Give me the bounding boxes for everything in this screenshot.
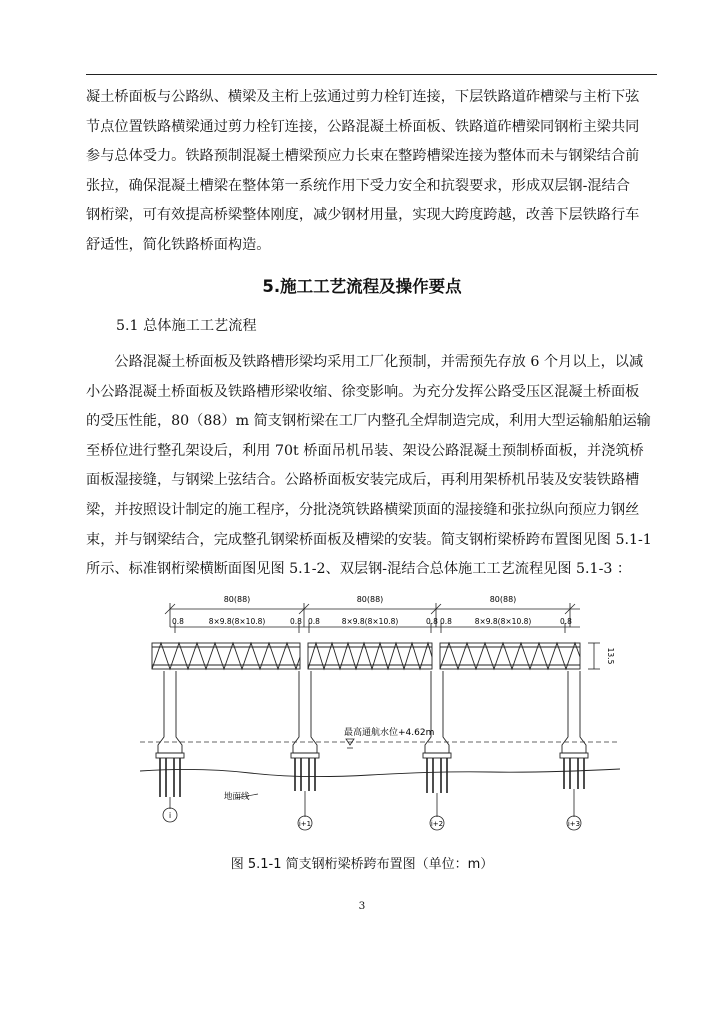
- span-label: 80(88): [356, 595, 384, 604]
- water-level-label: 最高通航水位+4.62m: [344, 728, 435, 738]
- figure-caption: 图 5.1-1 简支钢桁梁桥跨布置图（单位：m）: [230, 857, 494, 872]
- text-line: 至桥位进行整孔架设后，利用 70t 桥面吊机吊装、架设公路混凝土预制桥面板，并浇筑桥: [86, 442, 644, 459]
- gap-label: 0.8: [290, 617, 302, 626]
- text-line: 小公路混凝土桥面板及铁路槽形梁收缩、徐变影响。为充分发挥公路受压区混凝土桥面板: [86, 383, 640, 400]
- height-label: 13.5: [606, 647, 615, 665]
- header-rule: [86, 74, 657, 75]
- text-line: 面板湿接缝，与钢梁上弦结合。公路桥面板安装完成后，再利用架桥机吊装及安装铁路槽: [86, 472, 640, 489]
- panel-label: 8×9.8(8×10.8): [208, 617, 266, 626]
- panel-label: 8×9.8(8×10.8): [341, 617, 399, 626]
- bridge-span-layout-figure: [140, 587, 620, 835]
- span-label: 80(88): [223, 595, 251, 604]
- text-line: 钢桁梁，可有效提高桥梁整体刚度，减少钢材用量，实现大跨度跨越，改善下层铁路行车: [86, 207, 640, 224]
- text-line: 梁，并按照设计制定的施工程序，分批浇筑铁路横梁顶面的湿接缝和张拉纵向预应力钢丝: [86, 501, 640, 518]
- gap-label: 0.8: [560, 617, 572, 626]
- gap-label: 0.8: [172, 617, 184, 626]
- pier-label: i+3: [567, 820, 581, 828]
- text-line: 节点位置铁路横梁通过剪力栓钉连接，公路混凝土桥面板、铁路道砟槽梁同钢桁主梁共同: [86, 118, 640, 135]
- page-number: 3: [358, 900, 366, 912]
- text-line: 张拉，确保混凝土槽梁在整体第一系统作用下受力安全和抗裂要求，形成双层钢-混结合: [86, 177, 630, 194]
- text-line: 所示、标准钢桁梁横断面图见图 5.1-2、双层钢-混结合总体施工工艺流程见图 5.1-3 ：: [86, 561, 632, 578]
- ground-line-label: 地面线: [224, 792, 250, 802]
- panel-label: 8×9.8(8×10.8): [474, 617, 532, 626]
- text-line: 舒适性，简化铁路桥面构造。: [86, 236, 271, 253]
- paragraph-1: [86, 83, 657, 261]
- paragraph-2: [86, 348, 657, 585]
- span-label: 80(88): [489, 595, 517, 604]
- text-line: 公路混凝土桥面板及铁路槽形梁均采用工厂化预制，并需预先存放 6 个月以上，以减: [86, 354, 644, 370]
- text-line: 束，并与钢梁结合，完成整孔钢梁桥面板及槽梁的安装。简支钢桁梁桥跨布置图见图 5.1-1: [86, 531, 652, 548]
- section-heading: 5.施工工艺流程及操作要点: [262, 277, 462, 296]
- text-line: 的受压性能，80（88）m 简支钢桁梁在工厂内整孔全焊制造完成，利用大型运输船舶运输: [86, 413, 651, 430]
- text-line: 凝土桥面板与公路纵、横梁及主桁上弦通过剪力栓钉连接，下层铁路道砟槽梁与主桁下弦: [86, 89, 640, 105]
- text-line: 参与总体受力。铁路预制混凝土槽梁预应力长束在整跨槽梁连接为整体而未与钢梁结合前: [86, 148, 640, 165]
- subsection-heading: 5.1 总体施工工艺流程: [116, 318, 257, 334]
- pier-label: i+1: [298, 820, 312, 828]
- gap-label: 0.8: [308, 617, 320, 626]
- gap-label: 0.8: [440, 617, 452, 626]
- pier-label: i+2: [430, 820, 444, 828]
- gap-label: 0.8: [426, 617, 438, 626]
- pier-label: i: [168, 811, 172, 820]
